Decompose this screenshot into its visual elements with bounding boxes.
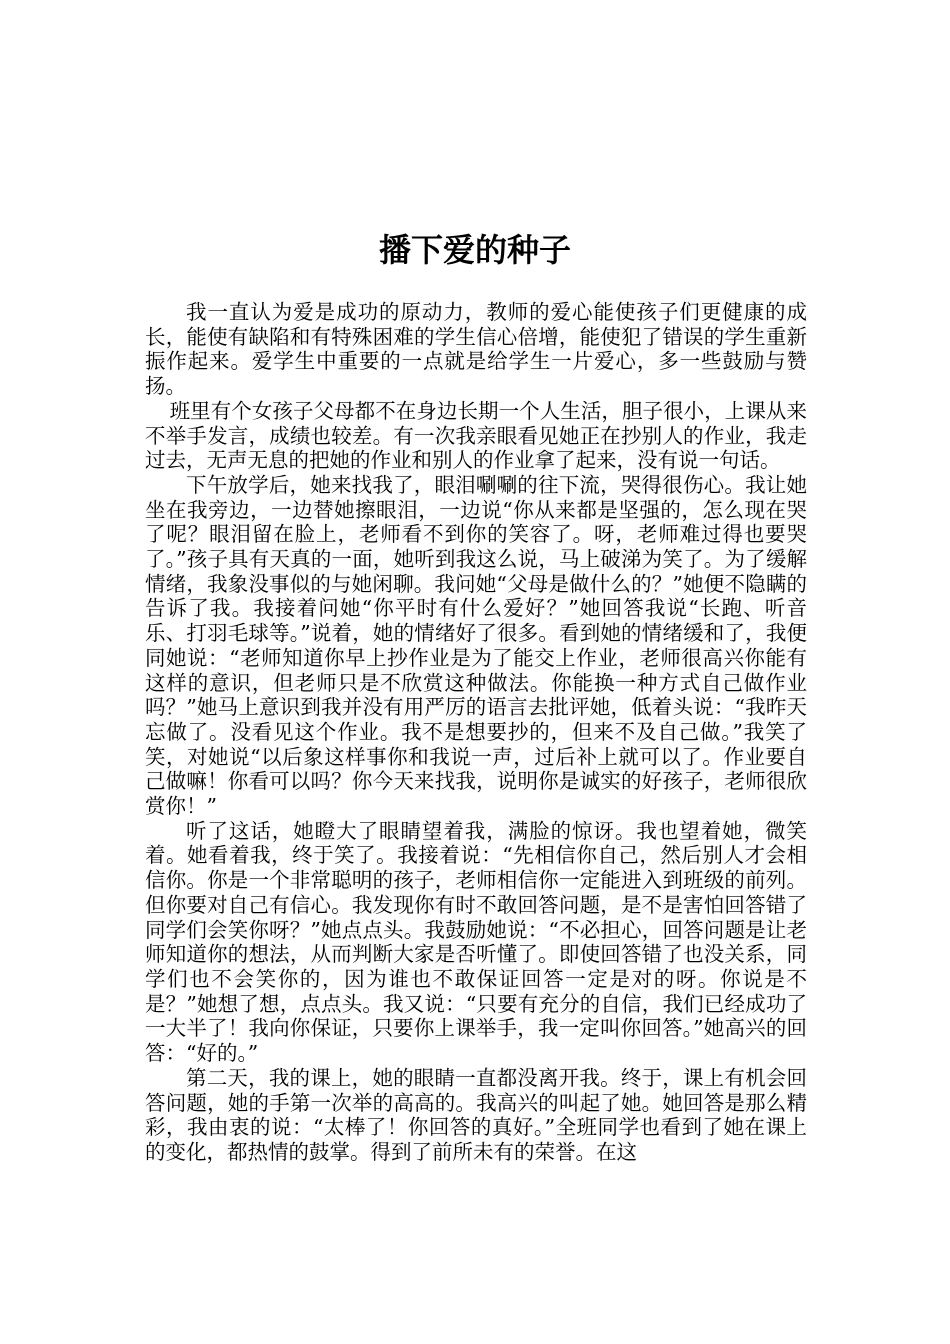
paragraph: 班里有个女孩子父母都不在身边长期一个人生活，胆子很小，上课从来不举手发言，成绩也较差。有一次我亲眼看见她正在抄别人的作业，我走过去，无声无息的把她的作业和别人的作业拿了起来，没有说一句话。 — [145, 398, 807, 473]
document-title: 播下爱的种子 — [378, 231, 571, 269]
paragraph: 第二天，我的课上，她的眼睛一直都没离开我。终于，课上有机会回答问题，她的手第一次举的高高的。我高兴的叫起了她。她回答是那么精彩，我由衷的说：“太棒了！你回答的真好。”全班同学也看到了她在课上的变化，都热情的鼓掌。得到了前所未有的荣誉。在这 — [145, 1065, 807, 1164]
paragraph: 下午放学后，她来找我了，眼泪唰唰的往下流，哭得很伤心。我让她坐在我旁边，一边替她擦眼泪，一边说“你从来都是坚强的，怎么现在哭了呢？眼泪留在脸上，老师看不到你的笑容了。呀，老师难过得也要哭了。”孩子具有天真的一面，她听到我这么说，马上破涕为笑了。为了缓解情绪，我象没事似的与她闲聊。我问她“父母是做什么的？”她便不隐瞒的告诉了我。我接着问她“你平时有什么爱好？”她回答我说“长跑、听音乐、打羽毛球等。”说着，她的情绪好了很多。看到她的情绪缓和了，我便同她说：“老师知道你早上抄作业是为了能交上作业，老师很高兴你能有这样的意识，但老师只是不欣赏这种做法。你能换一种方式自己做作业吗？”她马上意识到我并没有用严厉的语言去批评她，低着头说：“我昨天忘做了。没看见这个作业。我不是想要抄的，但来不及自己做。”我笑了笑，对她说“以后象这样事你和我说一声，过后补上就可以了。作业要自己做嘛！你看可以吗？你今天来找我，说明你是诚实的好孩子，老师很欣赏你！” — [145, 472, 807, 819]
paragraph: 听了这话，她瞪大了眼睛望着我，满脸的惊讶。我也望着她，微笑着。她看着我，终于笑了。我接着说：“先相信你自己，然后别人才会相信你。你是一个非常聪明的孩子，老师相信你一定能进入到班级的前列。但你要对自己有信心。我发现你有时不敢回答问题，是不是害怕回答错了同学们会笑你呀？”她点点头。我鼓励她说：“不必担心，回答问题是让老师知道你的想法，从而判断大家是否听懂了。即使回答错了也没关系，同学们也不会笑你的，因为谁也不敢保证回答一定是对的呀。你说是不是？”她想了想，点点头。我又说：“只要有充分的自信，我们已经成功了一大半了！我向你保证，只要你上课举手，我一定叫你回答。”她高兴的回答：“好的。” — [145, 818, 807, 1066]
document-body — [145, 300, 807, 1165]
paragraph: 我一直认为爱是成功的原动力，教师的爱心能使孩子们更健康的成长，能使有缺陷和有特殊困难的学生信心倍增，能使犯了错误的学生重新振作起来。爱学生中重要的一点就是给学生一片爱心，多一些鼓励与赞扬。 — [145, 300, 807, 399]
